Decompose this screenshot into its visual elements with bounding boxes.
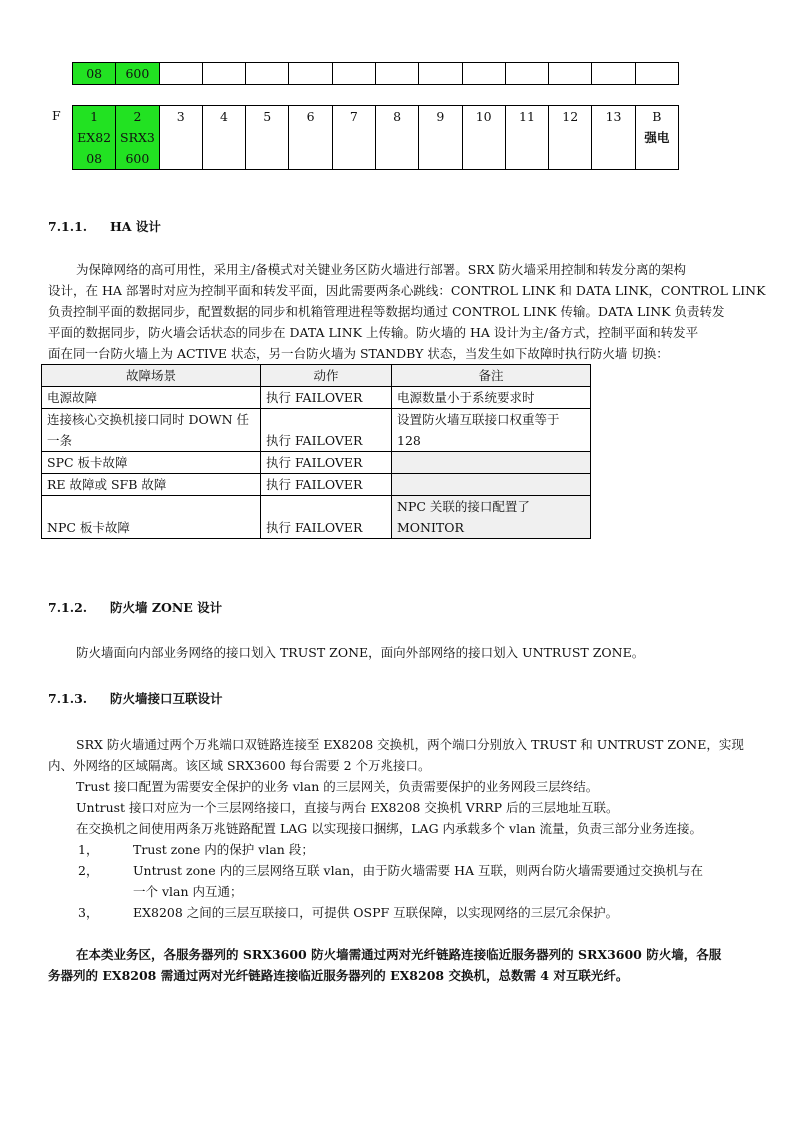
table-row	[42, 387, 591, 409]
rack-slot	[505, 106, 548, 170]
section-heading-ha	[48, 217, 161, 235]
list-text: Untrust zone 内的三层网络互联 vlan，由于防火墙需要 HA 互联，则两台防火墙需要通过交换机与在	[133, 863, 703, 878]
para-line: 设计，在 HA 部署时对应为控制平面和转发平面，因此需要两条心跳线：CONTROL LINK 和 DATA LINK，CONTROL LINK	[48, 283, 766, 298]
cell-line: RE 故障或 SFB 故障	[47, 477, 167, 492]
rack-cell	[419, 63, 462, 85]
rack-table-top	[72, 62, 679, 85]
para-line: SRX 防火墙通过两个万兆端口双链路连接至 EX8208 交换机，两个端口分别放入 TRUST 和 UNTRUST ZONE，实现	[76, 737, 744, 752]
section-title: 防火墙 ZONE 设计	[110, 600, 223, 615]
section-title: 防火墙接口互联设计	[110, 691, 223, 706]
note-cell	[392, 387, 591, 409]
action-cell: 执行 FAILOVER	[261, 409, 392, 452]
rack-row-top	[73, 63, 679, 85]
section-number: 7.1.3.	[48, 691, 88, 706]
list-number: 1，	[78, 842, 99, 857]
action-cell: 执行 FAILOVER	[261, 496, 392, 539]
cell-line: NPC 关联的接口配置了	[397, 499, 530, 514]
rack-cell	[592, 63, 635, 85]
slot-line: 2	[133, 109, 142, 124]
column-header: 备注	[392, 365, 591, 387]
section-number: 7.1.1.	[48, 219, 88, 234]
rack-slot	[289, 106, 332, 170]
column-header: 故障场景	[42, 365, 261, 387]
para-line: 平面的数据同步，防火墙会话状态的同步在 DATA LINK 上传输。防火墙的 HA 设计为主/备方式，控制平面和转发平	[48, 325, 699, 340]
action-cell: 执行 FAILOVER	[261, 387, 392, 409]
slot-line: 9	[436, 109, 445, 124]
slot-line: 13	[605, 109, 622, 124]
rack-cell	[159, 63, 202, 85]
list-text: EX8208 之间的三层互联接口，可提供 OSPF 互联保障，以实现网络的三层冗余保护。	[133, 905, 619, 920]
note-cell	[392, 409, 591, 452]
scenario-cell	[42, 496, 261, 539]
cell-line: NPC 板卡故障	[47, 520, 130, 535]
slot-line: 1	[90, 109, 99, 124]
rack-slot	[246, 106, 289, 170]
para-line: 在交换机之间使用两条万兆链路配置 LAG 以实现接口捆绑，LAG 内承载多个 vlan 流量，负责三部分业务连接。	[76, 821, 703, 836]
rack-row-f	[73, 106, 679, 170]
slot-line: EX82	[77, 130, 112, 145]
rack-cell	[505, 63, 548, 85]
slot-line: 11	[519, 109, 535, 124]
zone-paragraph: 防火墙面向内部业务网络的接口划入 TRUST ZONE，面向外部网络的接口划入 UNTRUST ZONE。	[76, 645, 645, 660]
cell-line: 设置防火墙互联接口权重等于	[397, 412, 560, 427]
ha-paragraph	[48, 259, 766, 364]
slot-line: 08	[86, 151, 103, 166]
section-heading-interconnect	[48, 689, 223, 707]
section-title: HA 设计	[110, 219, 161, 234]
scenario-cell	[42, 474, 261, 496]
slot-line: 8	[393, 109, 402, 124]
cell-line: 连接核心交换机接口同时 DOWN 任	[47, 412, 250, 427]
rack-cell	[332, 63, 375, 85]
slot-line: 10	[475, 109, 492, 124]
para-line: Trust 接口配置为需要安全保护的业务 vlan 的三层网关，负责需要保护的业务网段三层终结。	[76, 779, 599, 794]
scenario-cell	[42, 452, 261, 474]
rack-cell	[635, 63, 678, 85]
rack-cell: 08	[73, 63, 116, 85]
rack-cell	[202, 63, 245, 85]
cell-line: 电源数量小于系统要求时	[397, 390, 535, 405]
slot-line: SRX3	[120, 130, 155, 145]
rack-cell: 600	[116, 63, 159, 85]
cell-line: MONITOR	[397, 520, 464, 535]
rack-table-f	[72, 105, 679, 170]
note-cell	[392, 496, 591, 539]
cell-line: 电源故障	[47, 390, 98, 405]
table-row	[42, 409, 591, 452]
rack-slot	[635, 106, 678, 170]
cell-line: 128	[397, 433, 421, 448]
rack-slot	[159, 106, 202, 170]
list-text: 一个 vlan 内互通；	[133, 884, 243, 899]
summary-paragraph	[48, 944, 748, 986]
para-line: 负责控制平面的数据同步，配置数据的同步和机箱管理进程等数据均通过 CONTROL LINK 传输。DATA LINK 负责转发	[48, 304, 725, 319]
cell-line: SPC 板卡故障	[47, 455, 128, 470]
slot-line: 4	[220, 109, 228, 124]
slot-line: 600	[125, 151, 150, 166]
para-line: Untrust 接口对应为一个三层网络接口，直接与两台 EX8208 交换机 VRRP 后的三层地址互联。	[76, 800, 619, 815]
interconnect-intro	[48, 734, 748, 776]
list-number: 2，	[78, 863, 99, 878]
rack-slot	[332, 106, 375, 170]
rack-slot	[419, 106, 462, 170]
slot-line: 12	[562, 109, 579, 124]
section-heading-zone	[48, 598, 222, 616]
action-cell: 执行 FAILOVER	[261, 452, 392, 474]
table-row	[42, 452, 591, 474]
rack-slot	[462, 106, 505, 170]
interconnect-paras	[76, 776, 756, 839]
note-cell	[392, 474, 591, 496]
rack-slot	[592, 106, 635, 170]
list-text: Trust zone 内的保护 vlan 段；	[133, 842, 314, 857]
rack-slot	[73, 106, 116, 170]
slot-line: 6	[306, 109, 315, 124]
rack-slot	[116, 106, 159, 170]
slot-line: 7	[349, 109, 358, 124]
table-header-row	[42, 365, 591, 387]
slot-line: 强电	[644, 130, 670, 145]
rack-slot	[549, 106, 592, 170]
para-line: 为保障网络的高可用性，采用主/备模式对关键业务区防火墙进行部署。SRX 防火墙采用控制和转发分离的架构	[76, 262, 687, 277]
para-line: 内、外网络的区域隔离。该区域 SRX3600 每台需要 2 个万兆接口。	[48, 758, 431, 773]
cell-line: 一条	[47, 433, 73, 448]
slot-line: 5	[263, 109, 272, 124]
action-cell: 执行 FAILOVER	[261, 474, 392, 496]
slot-line: B	[652, 109, 662, 124]
note-cell	[392, 452, 591, 474]
list-number: 3，	[78, 905, 99, 920]
failover-table	[41, 364, 591, 539]
rack-cell	[462, 63, 505, 85]
table-row	[42, 496, 591, 539]
table-row	[42, 474, 591, 496]
rack-slot	[375, 106, 418, 170]
scenario-cell	[42, 387, 261, 409]
rack-slot	[202, 106, 245, 170]
section-number: 7.1.2.	[48, 600, 88, 615]
para-line: 面在同一台防火墙上为 ACTIVE 状态，另一台防火墙为 STANDBY 状态，当发生如下故障时执行防火墙 切换：	[48, 346, 669, 361]
rack-row-label: F	[52, 108, 61, 123]
para-line: 务器列的 EX8208 需通过两对光纤链路连接临近服务器列的 EX8208 交换机，总数需 4 对互联光纤。	[48, 968, 629, 983]
rack-cell	[549, 63, 592, 85]
slot-line: 3	[176, 109, 185, 124]
rack-cell	[289, 63, 332, 85]
column-header: 动作	[261, 365, 392, 387]
rack-cell	[246, 63, 289, 85]
rack-cell	[375, 63, 418, 85]
scenario-cell	[42, 409, 261, 452]
para-line: 在本类业务区，各服务器列的 SRX3600 防火墙需通过两对光纤链路连接临近服务器列的 SRX3600 防火墙，各服	[76, 947, 722, 962]
